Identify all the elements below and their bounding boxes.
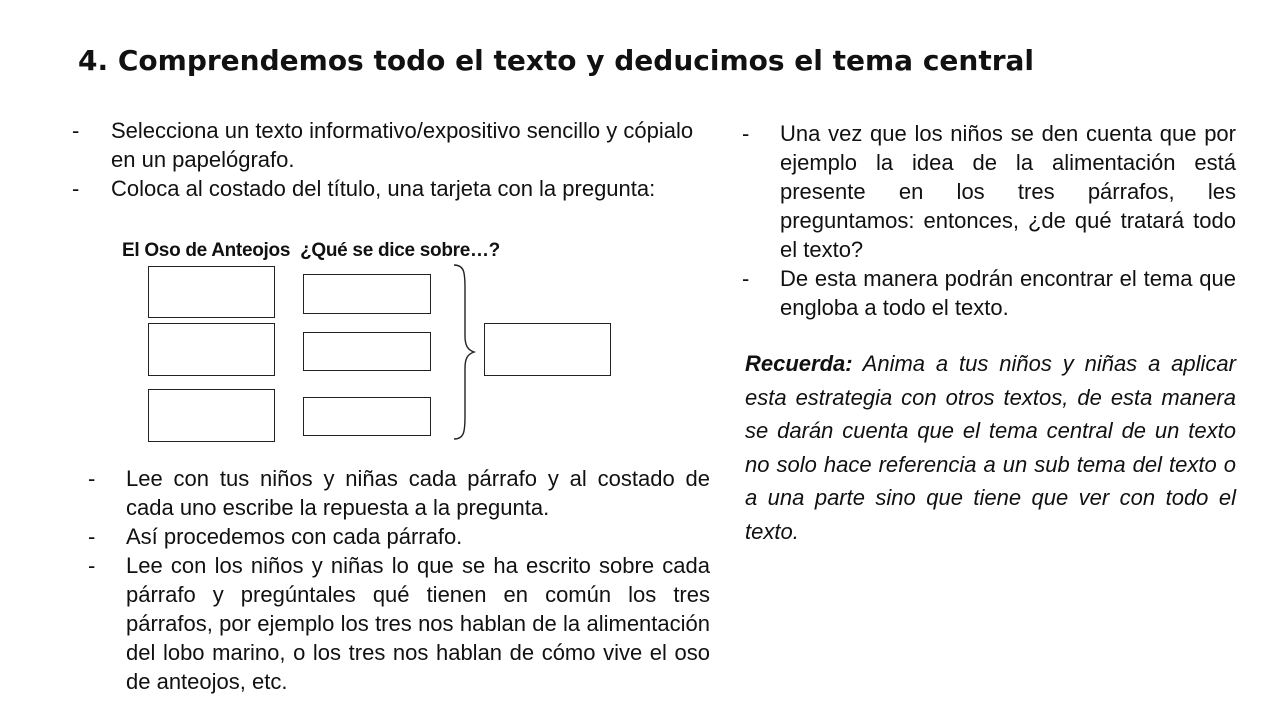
diagram-question-label: ¿Qué se dice sobre…? (300, 240, 500, 261)
list-item (742, 264, 1236, 322)
bullet-dash: - (88, 466, 96, 491)
list-item-text: Una vez que los niños se den cuenta que por ejemplo la idea de la alimentación está presente en los tres párrafos, les preguntamos: entonces, ¿de qué tratará todo el texto? (780, 121, 1236, 262)
bullet-dash: - (88, 524, 96, 549)
central-theme-box (484, 323, 611, 376)
bullet-dash: - (72, 118, 80, 143)
diagram-title-label: El Oso de Anteojos (122, 240, 291, 261)
list-item-text: Lee con los niños y niñas lo que se ha escrito sobre cada párrafo y pregúntales qué tienen en común los tres párrafos, por ejemplo los tres nos hablan de la alimentación del lobo marino, o los tres nos hablan de cómo vive el oso de anteojos, etc. (126, 553, 710, 694)
list-item-text: Así procedemos con cada párrafo. (126, 524, 463, 549)
list-item (88, 522, 710, 551)
bullet-dash: - (72, 176, 80, 201)
instructions-list-top (72, 116, 722, 203)
bullet-dash: - (742, 266, 750, 291)
list-item-text: Lee con tus niños y niñas cada párrafo y al costado de cada uno escribe la repuesta a la pregunta. (126, 466, 710, 520)
title-card-box (148, 266, 275, 318)
answer-box (303, 397, 431, 436)
list-item (88, 464, 710, 522)
list-item-text: Coloca al costado del título, una tarjeta con la pregunta: (111, 176, 656, 201)
bullet-dash: - (88, 553, 96, 578)
list-item-text: Selecciona un texto informativo/expositivo sencillo y cópialo en un papelógrafo. (111, 118, 694, 172)
title-card-box (148, 323, 275, 376)
curly-brace-icon (450, 262, 480, 442)
answer-box (303, 332, 431, 371)
answer-box (303, 274, 431, 314)
instructions-list-right (742, 119, 1236, 322)
reminder-label: Recuerda: (745, 351, 853, 376)
list-item-text: De esta manera podrán encontrar el tema que engloba a todo el texto. (780, 266, 1236, 320)
list-item (72, 174, 722, 203)
instructions-list-bottom (88, 464, 710, 696)
reminder-note (745, 347, 1236, 548)
list-item (88, 551, 710, 696)
reminder-text: Anima a tus niños y niñas a aplicar esta estrategia con otros textos, de esta manera se darán cuenta que el tema central de un texto no solo hace referencia a un sub tema del texto o a una parte sino que tiene que ver con todo el texto. (745, 351, 1236, 544)
bullet-dash: - (742, 121, 750, 146)
title-card-box (148, 389, 275, 442)
list-item (742, 119, 1236, 264)
list-item (72, 116, 722, 174)
diagram-header (122, 240, 500, 262)
page-title: 4. Comprendemos todo el texto y deducimos el tema central (78, 44, 1035, 77)
